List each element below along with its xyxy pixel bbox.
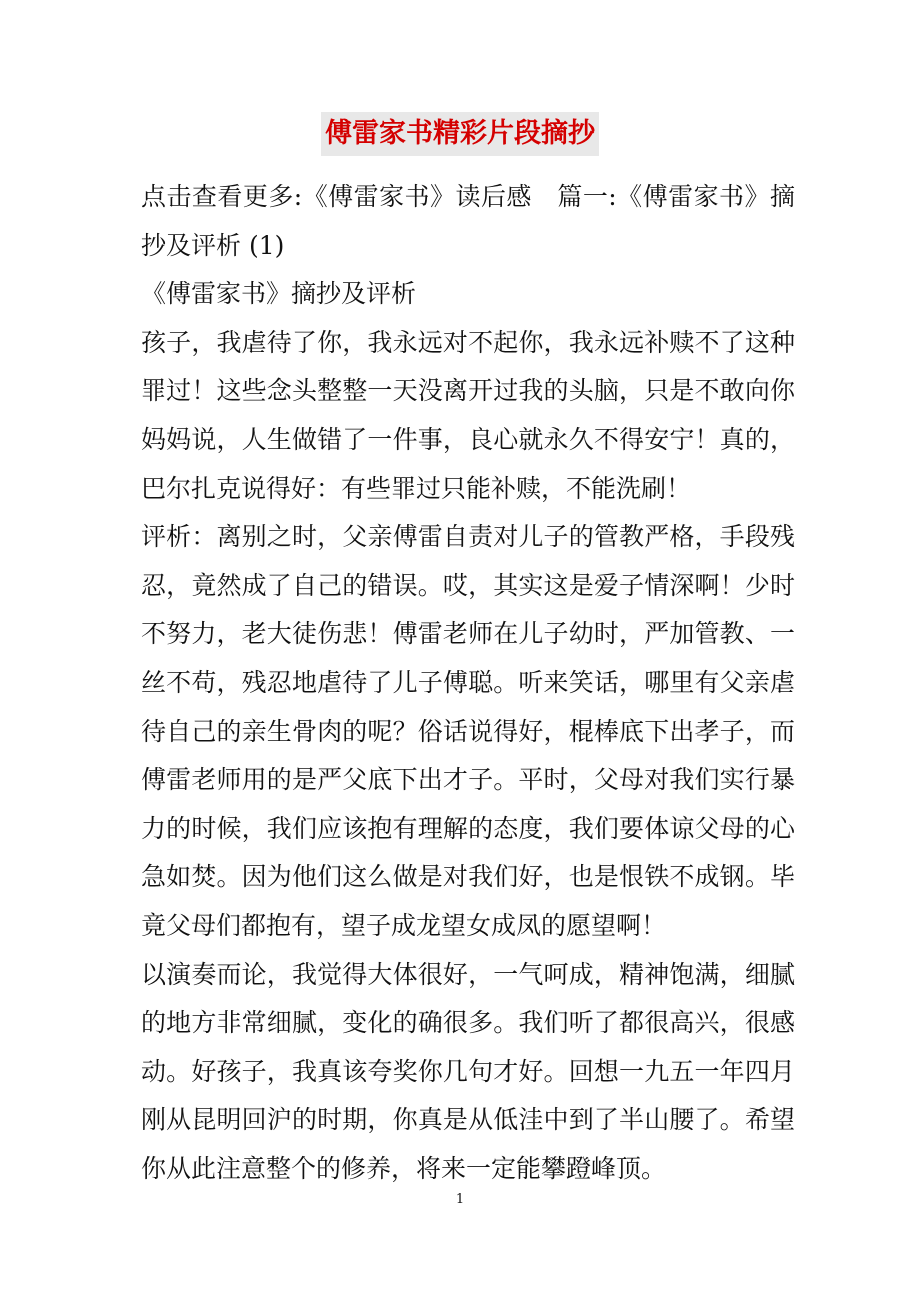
text-line: 巴尔扎克说得好：有些罪过只能补赎，不能洗刷！ xyxy=(141,473,692,503)
text-line: 待自己的亲生骨肉的呢？俗话说得好，棍棒底下出孝子，而 xyxy=(141,716,795,746)
text-line: 你从此注意整个的修养，将来一定能攀蹬峰顶。 xyxy=(141,1153,667,1183)
text-line: 点击查看更多:《傅雷家书》读后感 篇一:《傅雷家书》摘 xyxy=(141,182,795,211)
page-number: 1 xyxy=(455,1192,465,1207)
text-line: 动。好孩子，我真该夸奖你几句才好。回想一九五一年四月 xyxy=(141,1056,795,1086)
document-title: 傅雷家书精彩片段摘抄 xyxy=(321,112,599,156)
title-container xyxy=(0,112,920,156)
text-line: 傅雷老师用的是严父底下出才子。平时，父母对我们实行暴 xyxy=(141,765,795,795)
text-line: 罪过！这些念头整整一天没离开过我的头脑，只是不敢向你 xyxy=(141,376,795,406)
text-line: 不努力，老大徒伤悲！傅雷老师在儿子幼时，严加管教、一 xyxy=(141,619,795,649)
text-line: 的地方非常细腻，变化的确很多。我们听了都很高兴，很感 xyxy=(141,1008,795,1038)
text-line: 《傅雷家书》摘抄及评析 xyxy=(141,279,417,309)
text-line: 竟父母们都抱有，望子成龙望女成凤的愿望啊！ xyxy=(141,910,667,940)
text-line: 忍，竟然成了自己的错误。哎，其实这是爱子情深啊！少时 xyxy=(141,570,795,600)
text-line: 丝不苟，残忍地虐待了儿子傅聪。听来笑话，哪里有父亲虐 xyxy=(141,667,795,697)
text-line: 以演奏而论，我觉得大体很好，一气呵成，精神饱满，细腻 xyxy=(141,959,795,989)
document-body xyxy=(141,173,795,1193)
text-line: 孩子，我虐待了你，我永远对不起你，我永远补赎不了这种 xyxy=(141,327,795,357)
text-line: 评析：离别之时，父亲傅雷自责对儿子的管教严格，手段残 xyxy=(141,522,795,552)
text-line: 妈妈说，人生做错了一件事，良心就永久不得安宁！真的， xyxy=(141,424,795,454)
text-line: 力的时候，我们应该抱有理解的态度，我们要体谅父母的心 xyxy=(141,813,795,843)
text-line: 刚从昆明回沪的时期，你真是从低洼中到了半山腰了。希望 xyxy=(141,1105,795,1135)
text-line: 抄及评析 (1) xyxy=(141,230,285,260)
text-line: 急如焚。因为他们这么做是对我们好，也是恨铁不成钢。毕 xyxy=(141,862,795,892)
